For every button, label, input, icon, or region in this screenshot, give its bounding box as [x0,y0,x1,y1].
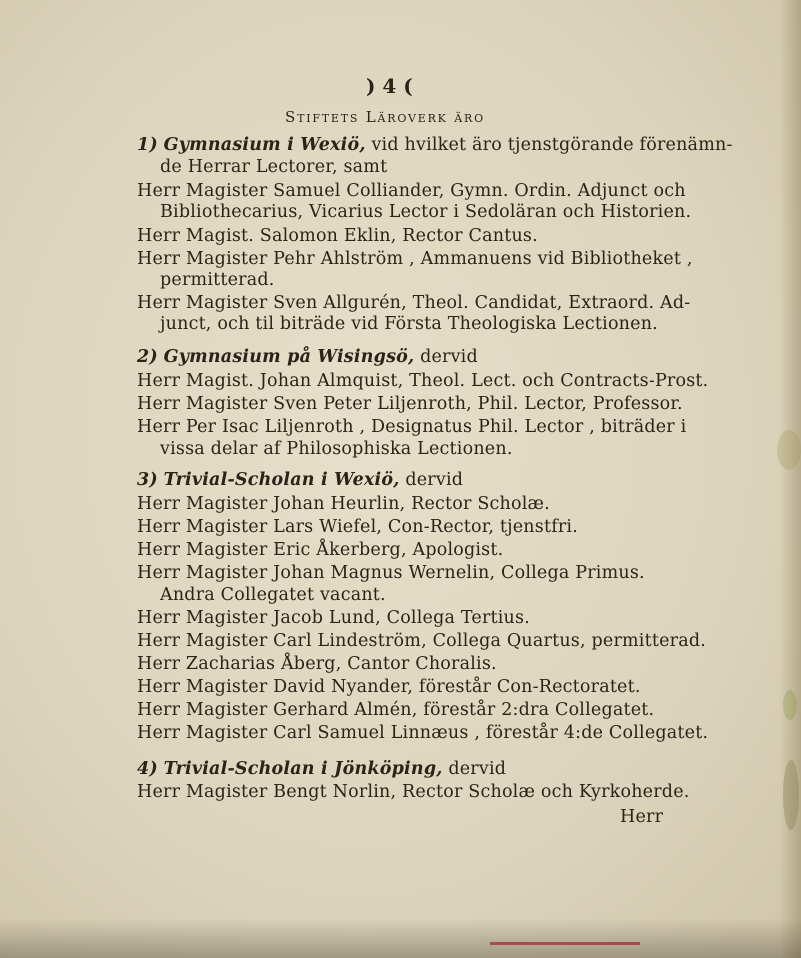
section-number: 2) [137,347,158,367]
catchword: Herr [620,807,664,827]
list-item: Herr Magister Jacob Lund, Collega Tertius. [137,608,530,628]
page-heading: Stiftets Läroverk äro [285,108,485,126]
page-bottom-shadow [0,918,801,958]
section-title: Trivial-Scholan i Wexiö, [163,470,400,490]
list-item: Herr Magister Eric Åkerberg, Apologist. [137,540,504,560]
list-item: Andra Collegatet vacant. [160,585,386,605]
paper-stain [777,430,801,470]
paper-stain [783,690,797,720]
list-item: vissa delar af Philosophiska Lectionen. [160,439,513,459]
page-number: ) 4 ( [366,74,413,98]
list-item: Herr Magister Carl Lindeström, Collega Quartus, permitterad. [137,631,706,651]
list-item: Herr Magister Sven Peter Liljenroth, Phil. Lector, Professor. [137,394,683,414]
list-item: Herr Magist. Johan Almquist, Theol. Lect. och Contracts-Prost. [137,371,709,391]
section-title: Trivial-Scholan i Jönköping, [163,759,443,779]
list-item: Herr Magister Gerhard Almén, förestår 2:dra Collegatet. [137,700,655,720]
list-item: Herr Magister David Nyander, förestår Con-Rectoratet. [137,677,641,697]
section-4-header [137,758,506,780]
section-intro: dervid [405,470,464,490]
list-item: Herr Magister Johan Magnus Wernelin, Collega Primus. [137,563,645,583]
section-number: 3) [137,470,158,490]
list-item: Herr Zacharias Åberg, Cantor Choralis. [137,654,497,674]
list-item: Herr Magister Samuel Colliander, Gymn. Ordin. Adjunct och [137,181,686,201]
section-intro: vid hvilket äro tjenstgörande förenämn- [371,135,733,155]
paper-stain [783,760,799,830]
list-item: Herr Magister Pehr Ahlström , Ammanuens vid Bibliotheket , [137,249,693,269]
section-intro: dervid [448,759,507,779]
list-item: junct, och til biträde vid Första Theologiska Lectionen. [160,314,658,334]
section-1-header [137,134,733,156]
list-item: Herr Magist. Salomon Eklin, Rector Cantus. [137,226,538,246]
section-title: Gymnasium i Wexiö, [163,135,366,155]
list-item: Herr Magister Lars Wiefel, Con-Rector, tjenstfri. [137,517,578,537]
list-item: Herr Magister Johan Heurlin, Rector Scholæ. [137,494,550,514]
list-item: Herr Per Isac Liljenroth , Designatus Phil. Lector , biträder i [137,417,687,437]
section-number: 4) [137,759,158,779]
list-item: Bibliothecarius, Vicarius Lector i Sedoläran och Historien. [160,202,692,222]
list-item: Herr Magister Carl Samuel Linnæus , förestår 4:de Collegatet. [137,723,709,743]
ink-mark [490,942,640,945]
section-number: 1) [137,135,158,155]
section-intro-cont: de Herrar Lectorer, samt [160,157,388,177]
section-title: Gymnasium på Wisingsö, [163,347,415,367]
section-intro: dervid [420,347,478,367]
list-item: permitterad. [160,270,275,290]
section-2-header [137,346,478,368]
list-item: Herr Magister Sven Allgurén, Theol. Candidat, Extraord. Ad- [137,293,691,313]
list-item: Herr Magister Bengt Norlin, Rector Scholæ och Kyrkoherde. [137,782,690,802]
section-3-header [137,469,463,491]
